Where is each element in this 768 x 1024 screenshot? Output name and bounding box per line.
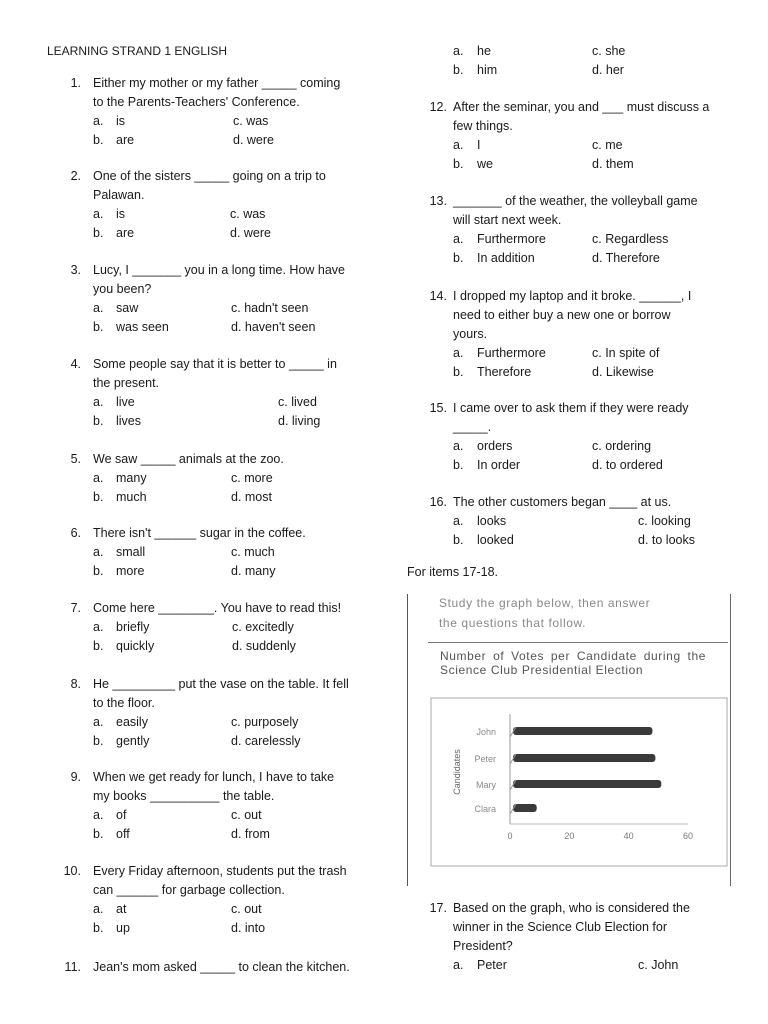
q2-option-b[interactable]: are (116, 226, 135, 240)
q1-option-b[interactable]: are (116, 133, 135, 147)
figure-instruction-2: the questions that follow. (439, 616, 587, 630)
q13-option-c[interactable]: c. Regardless (592, 232, 669, 246)
question-number: 10. (63, 864, 81, 878)
q9-option-c[interactable]: c. out (231, 808, 262, 822)
option-a-label: a. (453, 514, 464, 528)
question-stem-line: We saw _____ animals at the zoo. (93, 452, 284, 466)
y-tick-label: Mary (476, 780, 496, 790)
question-stem-line: _______ of the weather, the volleyball game (453, 194, 698, 208)
q1-option-c[interactable]: c. was (233, 114, 269, 128)
q4-option-b[interactable]: lives (116, 414, 142, 428)
q10-option-d[interactable]: d. into (231, 921, 266, 935)
q7-option-d[interactable]: d. suddenly (232, 639, 296, 653)
q7-option-a[interactable]: briefly (116, 620, 150, 634)
question-stem-line: President? (453, 939, 513, 953)
q8-option-a[interactable]: easily (116, 715, 148, 729)
question-stem-line: will start next week. (453, 213, 562, 227)
x-tick-label: 60 (682, 831, 694, 841)
option-b-label: b. (93, 921, 104, 935)
x-tick-label: 20 (564, 831, 575, 841)
option-a-label: a. (453, 44, 464, 58)
q17-option-c[interactable]: c. John (638, 958, 679, 972)
question-number: 7. (70, 601, 81, 615)
items-note: For items 17-18. (407, 565, 499, 579)
option-a-label: a. (93, 114, 104, 128)
q14-option-c[interactable]: c. In spite of (592, 346, 660, 360)
q4-option-a[interactable]: live (116, 395, 135, 409)
bar (513, 727, 652, 735)
question-stem-line: the present. (93, 376, 160, 390)
question-stem-line: winner in the Science Club Election for (453, 920, 668, 934)
q16-option-c[interactable]: c. looking (638, 514, 691, 528)
q11-option-c[interactable]: c. she (592, 44, 626, 58)
q9-option-b[interactable]: off (116, 827, 130, 841)
q12-option-d[interactable]: d. them (592, 157, 634, 171)
q8-option-d[interactable]: d. carelessly (231, 734, 301, 748)
q8-option-c[interactable]: c. purposely (231, 715, 299, 729)
option-a-label: a. (93, 207, 104, 221)
q15-option-c[interactable]: c. ordering (592, 439, 652, 453)
question-stem-line: to the Parents-Teachers' Conference. (93, 95, 300, 109)
q16-option-b[interactable]: looked (477, 533, 514, 547)
question-number: 17. (429, 901, 447, 915)
question-stem-line: yours. (453, 327, 488, 341)
question-number: 13. (429, 194, 447, 208)
q3-option-a[interactable]: saw (116, 301, 139, 315)
q13-option-a[interactable]: Furthermore (477, 232, 546, 246)
question-number: 15. (429, 401, 447, 415)
q15-option-b[interactable]: In order (477, 458, 521, 472)
option-a-label: a. (93, 902, 104, 916)
question-stem-line: need to either buy a new one or borrow (453, 308, 671, 322)
question-stem-line: Jean's mom asked _____ to clean the kitchen. (93, 960, 350, 974)
y-tick-label: John (476, 727, 496, 737)
option-b-label: b. (93, 490, 104, 504)
q13-option-d[interactable]: d. Therefore (592, 251, 660, 265)
question-stem-line: Every Friday afternoon, students put the trash (93, 864, 347, 878)
question-stem-line: One of the sisters _____ going on a trip to (93, 169, 326, 183)
q6-option-b[interactable]: more (116, 564, 145, 578)
q5-option-d[interactable]: d. most (231, 490, 272, 504)
question-stem-line: The other customers began ____ at us. (453, 495, 672, 509)
q5-option-b[interactable]: much (116, 490, 147, 504)
q10-option-b[interactable]: up (116, 921, 130, 935)
question-stem-line: I dropped my laptop and it broke. ______, I (453, 289, 692, 303)
y-axis-label: Candidates (452, 749, 462, 795)
bar (513, 754, 655, 762)
q6-option-d[interactable]: d. many (231, 564, 276, 578)
bar (513, 780, 661, 788)
question-number: 2. (70, 169, 81, 183)
option-b-label: b. (93, 734, 104, 748)
option-b-label: b. (453, 157, 464, 171)
question-stem-line: There isn't ______ sugar in the coffee. (93, 526, 306, 540)
q3-option-d[interactable]: d. haven't seen (231, 320, 316, 334)
question-stem-line: I came over to ask them if they were ready (453, 401, 689, 415)
q11-option-b[interactable]: him (477, 63, 498, 77)
y-tick-label: Clara (474, 804, 496, 814)
q2-option-d[interactable]: d. were (230, 226, 271, 240)
bar-chart (408, 594, 730, 886)
option-a-label: a. (93, 620, 104, 634)
option-b-label: b. (93, 414, 104, 428)
option-b-label: b. (453, 63, 464, 77)
question-number: 16. (429, 495, 447, 509)
q5-option-c[interactable]: c. more (231, 471, 273, 485)
q9-option-a[interactable]: of (116, 808, 127, 822)
q13-option-b[interactable]: In addition (477, 251, 535, 265)
question-stem-line: can ______ for garbage collection. (93, 883, 285, 897)
option-a-label: a. (93, 395, 104, 409)
q4-option-c[interactable]: c. lived (278, 395, 317, 409)
question-stem-line: my books __________ the table. (93, 789, 275, 803)
question-number: 14. (429, 289, 447, 303)
q14-option-d[interactable]: d. Likewise (592, 365, 654, 379)
chart-figure (407, 594, 731, 886)
page-title: LEARNING STRAND 1 ENGLISH (47, 44, 228, 58)
q11-option-d[interactable]: d. her (592, 63, 624, 77)
q12-option-a[interactable]: I (477, 138, 481, 152)
question-number: 6. (70, 526, 81, 540)
x-tick-label: 0 (507, 831, 513, 841)
option-b-label: b. (453, 365, 464, 379)
question-stem-line: Either my mother or my father _____ coming (93, 76, 341, 90)
option-a-label: a. (453, 232, 464, 246)
option-b-label: b. (93, 827, 104, 841)
question-stem-line: When we get ready for lunch, I have to take (93, 770, 335, 784)
option-a-label: a. (453, 346, 464, 360)
option-a-label: a. (453, 958, 464, 972)
question-stem-line: Some people say that it is better to _____ in (93, 357, 337, 371)
chart-title: Number of Votes per Candidate during the Science Club Presidential Election (440, 649, 706, 677)
option-a-label: a. (453, 439, 464, 453)
q5-option-a[interactable]: many (116, 471, 147, 485)
question-stem-line: He _________ put the vase on the table. It fell (93, 677, 349, 691)
option-b-label: b. (453, 533, 464, 547)
question-stem-line: _____. (453, 420, 492, 434)
q15-option-a[interactable]: orders (477, 439, 513, 453)
q15-option-d[interactable]: d. to ordered (592, 458, 663, 472)
option-b-label: b. (93, 226, 104, 240)
q3-option-c[interactable]: c. hadn't seen (231, 301, 309, 315)
option-a-label: a. (93, 301, 104, 315)
q7-option-c[interactable]: c. excitedly (232, 620, 294, 634)
q8-option-b[interactable]: gently (116, 734, 150, 748)
question-number: 5. (70, 452, 81, 466)
q4-option-d[interactable]: d. living (278, 414, 321, 428)
q14-option-a[interactable]: Furthermore (477, 346, 546, 360)
option-a-label: a. (93, 808, 104, 822)
y-tick-label: Peter (474, 754, 496, 764)
q16-option-d[interactable]: d. to looks (638, 533, 695, 547)
question-number: 9. (70, 770, 81, 784)
q6-option-c[interactable]: c. much (231, 545, 275, 559)
question-stem-line: Lucy, I _______ you in a long time. How have (93, 263, 346, 277)
question-number: 4. (70, 357, 81, 371)
q12-option-c[interactable]: c. me (592, 138, 623, 152)
q2-option-a[interactable]: is (116, 207, 126, 221)
option-b-label: b. (93, 320, 104, 334)
q12-option-b[interactable]: we (477, 157, 493, 171)
figure-instruction-1: Study the graph below, then answer (439, 596, 651, 610)
q10-option-a[interactable]: at (116, 902, 127, 916)
option-b-label: b. (93, 639, 104, 653)
q9-option-d[interactable]: d. from (231, 827, 270, 841)
question-stem-line: to the floor. (93, 696, 155, 710)
option-b-label: b. (93, 133, 104, 147)
question-stem-line: After the seminar, you and ___ must discuss a (453, 100, 710, 114)
option-a-label: a. (93, 715, 104, 729)
q2-option-c[interactable]: c. was (230, 207, 266, 221)
option-b-label: b. (453, 251, 464, 265)
question-number: 8. (70, 677, 81, 691)
question-number: 12. (429, 100, 447, 114)
bar (513, 804, 537, 812)
q10-option-c[interactable]: c. out (231, 902, 262, 916)
question-stem-line: Based on the graph, who is considered the (453, 901, 690, 915)
question-stem-line: few things. (453, 119, 513, 133)
q14-option-b[interactable]: Therefore (477, 365, 532, 379)
question-number: 3. (70, 263, 81, 277)
question-stem-line: Come here ________. You have to read this! (93, 601, 342, 615)
option-a-label: a. (453, 138, 464, 152)
q1-option-d[interactable]: d. were (233, 133, 274, 147)
question-number: 11. (64, 960, 81, 974)
option-a-label: a. (93, 545, 104, 559)
q16-option-a[interactable]: looks (477, 514, 507, 528)
option-b-label: b. (453, 458, 464, 472)
question-stem-line: you been? (93, 282, 152, 296)
x-tick-label: 40 (623, 831, 634, 841)
q1-option-a[interactable]: is (116, 114, 126, 128)
question-stem-line: Palawan. (93, 188, 145, 202)
q17-option-a[interactable]: Peter (477, 958, 507, 972)
q11-option-a[interactable]: he (477, 44, 491, 58)
q7-option-b[interactable]: quickly (116, 639, 155, 653)
question-number: 1. (70, 76, 81, 90)
q3-option-b[interactable]: was seen (116, 320, 169, 334)
option-b-label: b. (93, 564, 104, 578)
option-a-label: a. (93, 471, 104, 485)
q6-option-a[interactable]: small (116, 545, 146, 559)
